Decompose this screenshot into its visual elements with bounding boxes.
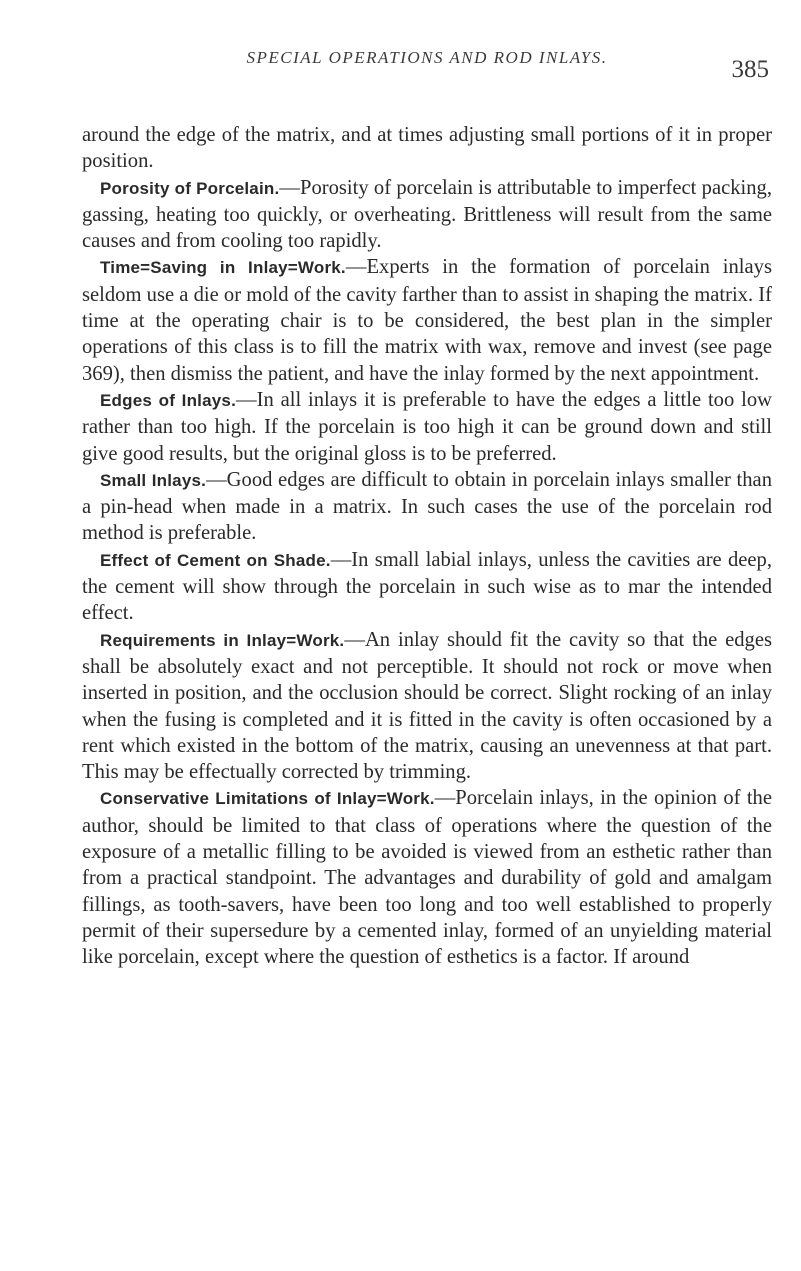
section-heading: Porosity of Porcelain.	[100, 178, 280, 198]
paragraph-edges	[82, 387, 772, 467]
section-heading: Edges of Inlays.	[100, 390, 236, 410]
body-text	[82, 122, 772, 971]
paragraph-requirements	[82, 627, 772, 786]
section-text: —An inlay should fit the cavity so that the edges shall be absolutely exact and not perceptible. It should not rock or move when inserted in position, and the occlusion should be correct. Slight rocking of an inlay when the fusing is completed and it is fitted in the cavity is often occasioned by a rent which existed in the bottom of the matrix, causing an unevenness at that part. This may be effectually corrected by trimming.	[82, 628, 773, 784]
section-heading: Conservative Limitations of Inlay=Work.	[100, 789, 435, 809]
section-text: —Porosity of porcelain is attributable to imperfect packing, gassing, heating too quickly, or overheating. Brittleness will result from the same causes and from cooling too rapidly.	[82, 176, 772, 253]
section-text: —In small labial inlays, unless the cavities are deep, the cement will show through the porcelain in such wise as to mar the intended effect.	[82, 548, 772, 625]
section-heading: Effect of Cement on Shade.	[100, 550, 331, 570]
paragraph-small-inlays	[82, 467, 772, 547]
section-text: —Experts in the formation of porcelain inlays seldom use a die or mold of the cavity farther than to assist in shaping the matrix. If time at the operating chair is to be considered, the best plan in the simpler operations of this class is to fill the matrix with wax, remove and invest (see page 369), then dismiss the patient, and have the inlay formed by the next appointment.	[82, 256, 772, 385]
running-head	[82, 40, 772, 84]
paragraph-time-saving	[82, 254, 772, 386]
section-heading: Time=Saving in Inlay=Work.	[100, 258, 346, 278]
paragraph-porosity	[82, 175, 772, 255]
running-title: SPECIAL OPERATIONS AND ROD INLAYS.	[246, 48, 608, 67]
section-text: —In all inlays it is preferable to have the edges a little too low rather than too high. If the porcelain is too high it can be ground down and still give good results, but the original gloss is to be preferred.	[82, 388, 772, 465]
section-text: —Good edges are difficult to obtain in porcelain inlays smaller than a pin-head when made in a matrix. In such cases the use of the porcelain rod method is preferable.	[82, 468, 772, 545]
section-text: —Porcelain inlays, in the opinion of the author, should be limited to that class of operations where the question of the exposure of a metallic filling to be avoided is viewed from an esthetic rather than from a practical standpoint. The advantages and durability of gold and amalgam fillings, as tooth-savers, have been too long and too well established to properly permit of their supersedure by a cemented inlay, formed of an unyielding material like porcelain, except where the question of esthetics is a factor. If around	[82, 787, 772, 969]
paragraph-limitations	[82, 785, 772, 970]
paragraph-cement-shade	[82, 547, 772, 627]
section-heading: Small Inlays.	[100, 470, 207, 490]
page-number: 385	[731, 56, 769, 83]
section-heading: Requirements in Inlay=Work.	[100, 630, 345, 650]
continuation-paragraph: around the edge of the matrix, and at times adjusting small portions of it in proper position.	[82, 124, 772, 173]
book-page	[82, 40, 772, 971]
